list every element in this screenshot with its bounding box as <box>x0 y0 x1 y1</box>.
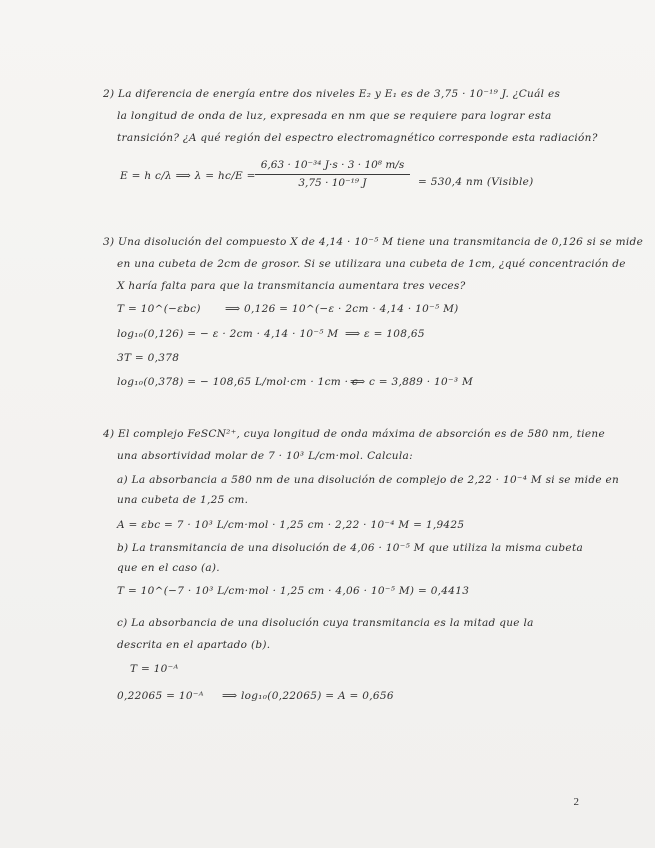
problem-2-fraction <box>255 158 410 191</box>
problem-3-eq4-right: ⟹ c = 3,889 · 10⁻³ M <box>350 376 474 388</box>
page-number: 2 <box>573 796 579 808</box>
fraction-numerator: 6,63 · 10⁻³⁴ J·s · 3 · 10⁸ m/s <box>260 159 405 171</box>
problem-3-eq1-left: T = 10^(−εbc) <box>117 303 201 315</box>
problem-3-eq2-left: log₁₀(0,126) = − ε · 2cm · 4,14 · 10⁻⁵ M <box>117 328 339 340</box>
problem-4c-eq1: T = 10⁻ᴬ <box>130 663 179 675</box>
fraction-denominator: 3,75 · 10⁻¹⁹ J <box>298 177 367 189</box>
problem-3-eq2-right: ⟹ ε = 108,65 <box>345 328 425 340</box>
problem-3-line-3: X haría falta para que la transmitancia aumentara tres veces? <box>117 280 466 292</box>
problem-4c-line-1: c) La absorbancia de una disolución cuya transmitancia es la mitad que la <box>117 617 534 629</box>
problem-3-line-2: en una cubeta de 2cm de grosor. Si se utilizara una cubeta de 1cm, ¿qué concentración de <box>117 258 626 270</box>
problem-3-eq3: 3T = 0,378 <box>117 352 180 364</box>
problem-2-result: = 530,4 nm (Visible) <box>418 176 534 188</box>
problem-4c-eq2-right: ⟹ log₁₀(0,22065) = A = 0,656 <box>222 690 394 702</box>
problem-4a-line-2: una cubeta de 1,25 cm. <box>117 494 249 506</box>
problem-4b-equation: T = 10^(−7 · 10³ L/cm·mol · 1,25 cm · 4,06 · 10⁻⁵ M) = 0,4413 <box>117 585 470 597</box>
problem-2-line-3: transición? ¿A qué región del espectro electromagnético corresponde esta radiación? <box>117 132 598 144</box>
fraction-bar <box>255 174 410 175</box>
problem-4b-line-2: que en el caso (a). <box>117 562 220 574</box>
problem-4a-equation: A = εbc = 7 · 10³ L/cm·mol · 1,25 cm · 2,22 · 10⁻⁴ M = 1,9425 <box>117 519 465 531</box>
problem-2-line-2: la longitud de onda de luz, expresada en nm que se requiere para lograr esta <box>117 110 552 122</box>
problem-3-line-1: 3) Una disolución del compuesto X de 4,14 · 10⁻⁵ M tiene una transmitancia de 0,126 si se mide <box>103 236 644 248</box>
problem-3-eq4-left: log₁₀(0,378) = − 108,65 L/mol·cm · 1cm · c <box>117 376 359 388</box>
problem-4b-line-1: b) La transmitancia de una disolución de 4,06 · 10⁻⁵ M que utiliza la misma cubeta <box>117 542 584 554</box>
problem-4-line-2: una absortividad molar de 7 · 10³ L/cm·mol. Calcula: <box>117 450 413 462</box>
problem-4c-eq2-left: 0,22065 = 10⁻ᴬ <box>117 690 204 702</box>
problem-4-line-1: 4) El complejo FeSCN²⁺, cuya longitud de onda máxima de absorción es de 580 nm, tiene <box>103 428 605 440</box>
problem-2-line-1: 2) La diferencia de energía entre dos niveles E₂ y E₁ es de 3,75 · 10⁻¹⁹ J. ¿Cuál es <box>103 88 561 100</box>
problem-3-eq1-right: ⟹ 0,126 = 10^(−ε · 2cm · 4,14 · 10⁻⁵ M) <box>225 303 459 315</box>
problem-2-equation-lhs: E = h c/λ ⟹ λ = hc/E = <box>120 170 256 182</box>
problem-4a-line-1: a) La absorbancia a 580 nm de una disolución de complejo de 2,22 · 10⁻⁴ M si se mide en <box>117 474 620 486</box>
problem-4c-line-2: descrita en el apartado (b). <box>117 639 271 651</box>
